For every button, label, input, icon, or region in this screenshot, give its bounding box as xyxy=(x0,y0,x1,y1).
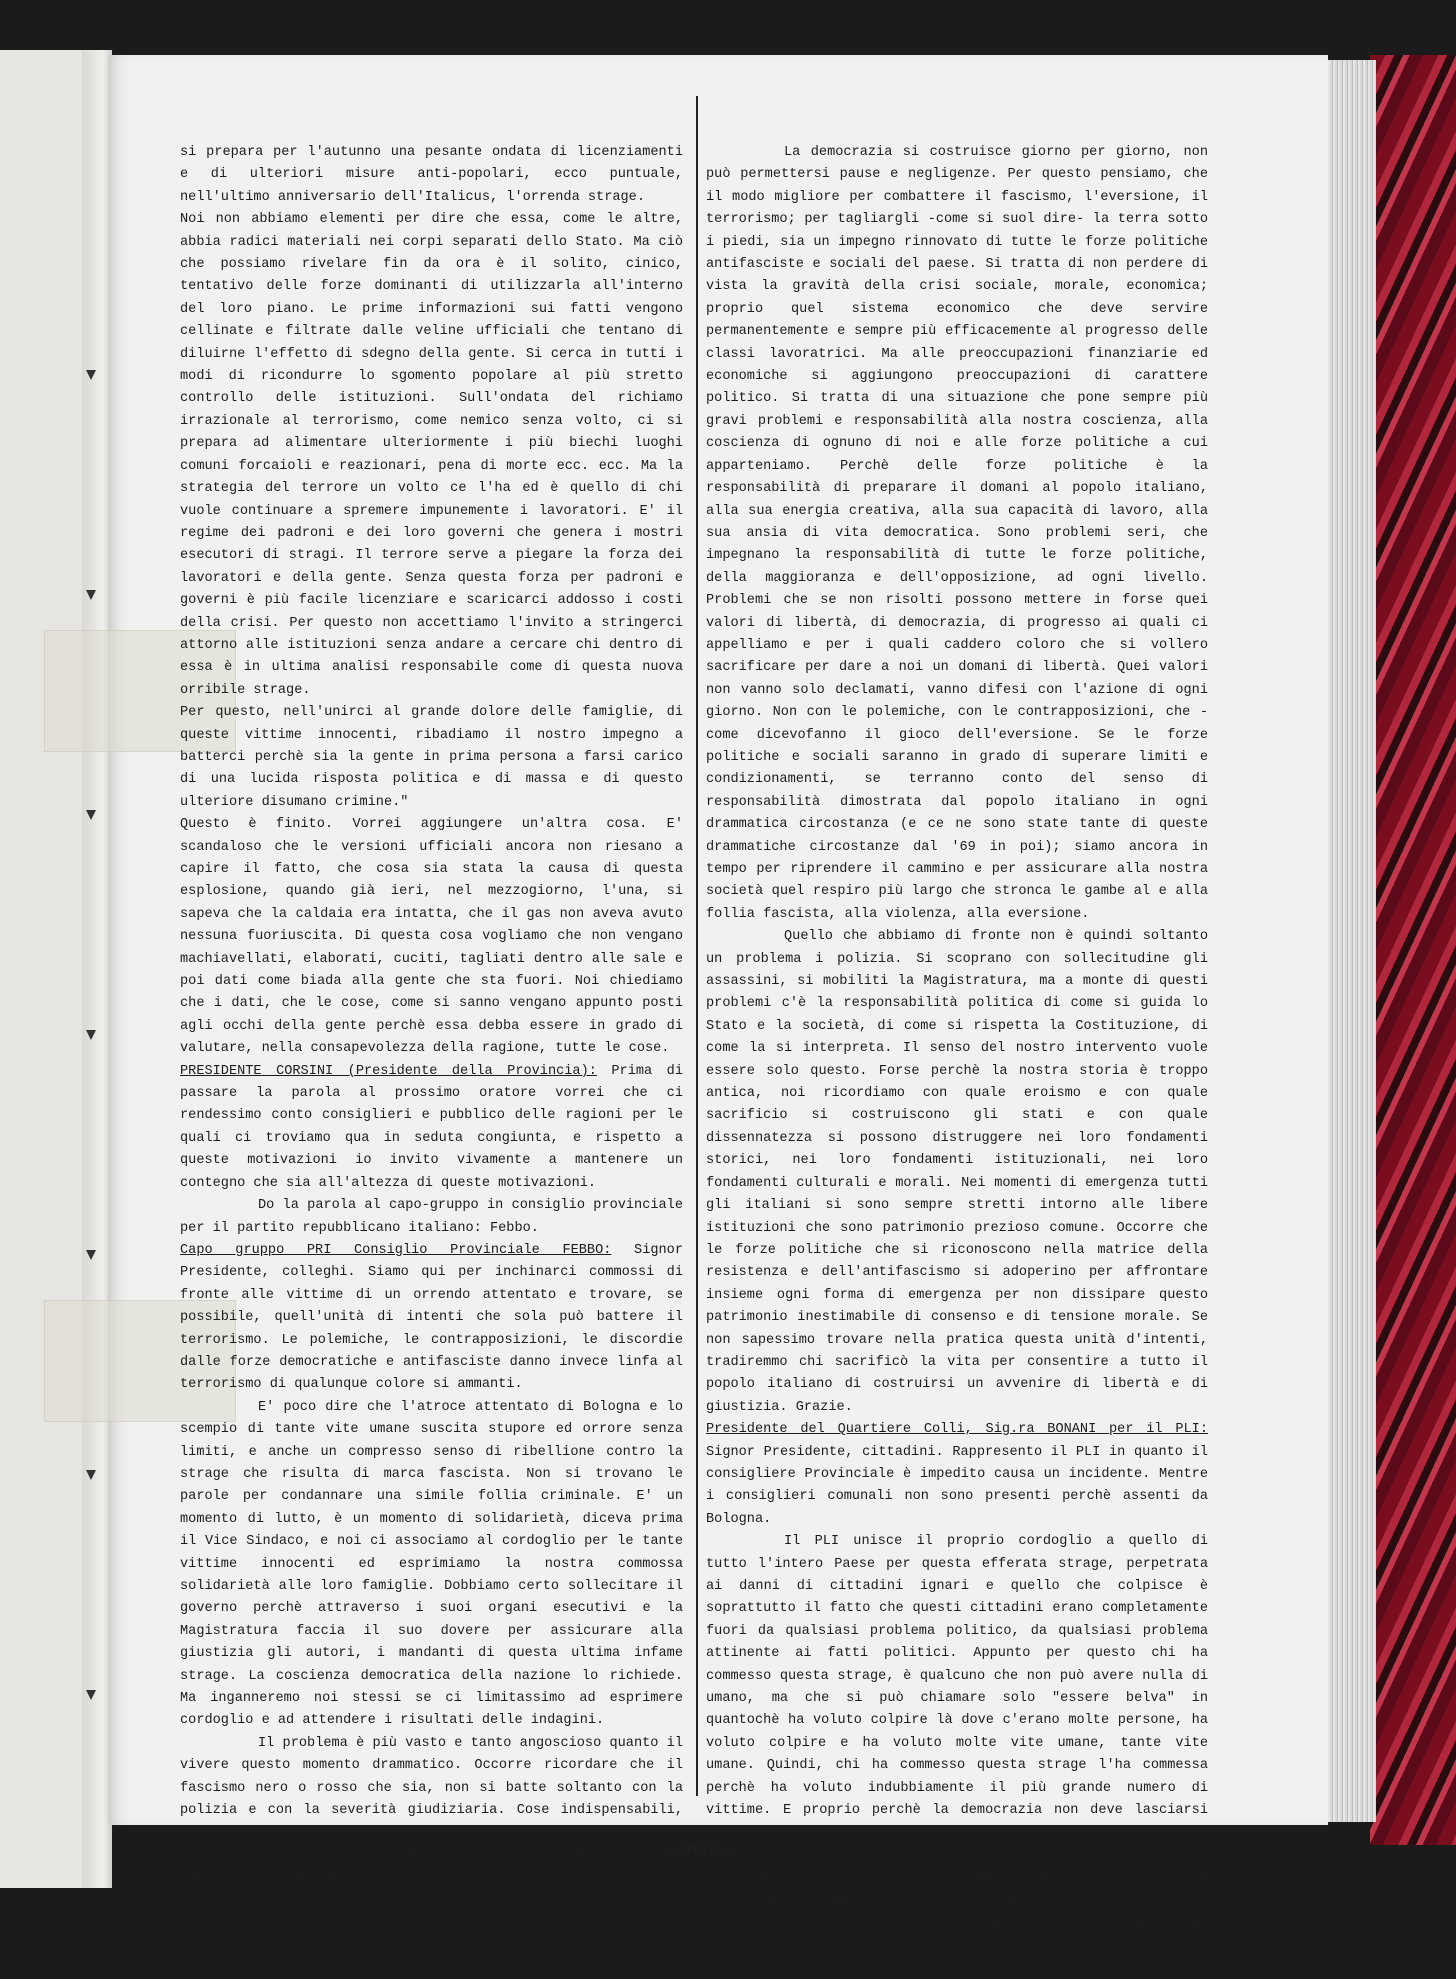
speech-text: Signor Presidente, colleghi. Siamo qui per inchinarci commossi di fronte alle vittime di un orrendo attentato e trovare, se possibile, quell'unità di intenti che sola può battere il terrorismo. Le polemiche, le contrapposizioni, le discordie dalle forze democratiche e antifasciste danno invece linfa al terrorismo di qualunque colore si ammanti. xyxy=(180,1242,684,1393)
marbled-book-edge xyxy=(1370,55,1456,1845)
paragraph: Do la parola al capo-gruppo in consiglio provinciale per il partito repubblicano italiano: Febbo. xyxy=(180,1198,683,1236)
column-divider xyxy=(696,96,698,1796)
paragraph: Questo è finito. Vorrei aggiungere un'altra cosa. E' scandaloso che le versioni ufficiali ancora non riesano a capire il fatto, che cosa sia stata la causa di questa esplosione, quando già ieri, nel mezzogiorno, l'una, si sapeva che la caldaia era intatta, che il gas non aveva avuto nessuna fuoriuscita. Di questa cosa vogliamo che non vengano machiavellati, elaborati, cuciti, tagliati dentro alle sale e poi dati come biada alla gente che sta fuori. Noi chiediamo che i dati, che le cose, come si sanno vengano appunto posti agli occhi della gente perchè essa debba essere in grado di valutare, nella consapevolezza della ragione, tutte le cose. xyxy=(180,817,683,1057)
paragraph: Per questo, nell'unirci al grande dolore delle famiglie, di queste vittime innocenti, ribadiamo il nostro impegno a batterci perchè sia la gente in prima persona a farsi carico di una lucida risposta politica e di massa e di questo ulteriore disumano crimine." xyxy=(180,705,683,810)
page-number: – 1027 – xyxy=(668,1842,732,1857)
paragraph xyxy=(180,1240,683,1397)
speech-text: Prima di passare la parola al prossimo oratore vorrei che ci rendessimo conto consiglieri e pubblico delle ragioni per le quali ci troviamo qua in seduta congiunta, e rispetto a queste motivazioni io invito vivamente a mantenere un contegno che sia all'altezza di queste motivazioni. xyxy=(180,1063,683,1191)
paragraph: Il PLI unisce il proprio cordoglio a quello di tutto l'intero Paese per questa efferata strage, perpetrata ai danni di cittadini ignari e quello che colpisce è soprattutto il fatto che questi cittadini erano completamente fuori da qualsiasi problema politico, da qualsiasi problema attinente ai fatti politici. Appunto per questo chi ha commesso questa strage, è qualcuno che non può avere nulla di umano, ma che si può chiamare solo "essere belva" in quantochè ha voluto colpire là dove c'erano molte persone, ha voluto colpire e ha voluto molte vite umane, tante vite umane. Quindi, chi ha commesso questa strage l'ha commessa perchè ha voluto indubbiamente il più grande numero di vittime. E proprio perchè la democrazia non deve lasciarsi sopraffare da questi esseri, la democrazia deve dimostrare di non volere nè vendetta, nè muoversi per collera, ma volere giustizia. Giustizia nei confronti di chi ha eseguito e nei confronti di chi ha mandato queste persone. Perchè ritengo che il massimo dell'espressione di libertà e di democrazia sia la giustizia: giustizia che venga eseguita in maniera rapida, venga eseguita e xyxy=(706,1534,1208,1975)
speaker-heading: Presidente del Quartiere Colli, Sig.ra BONANI per il PLI: xyxy=(706,1422,1208,1438)
speech-text: Signor Presidente, cittadini. Rappresento il PLI in quanto il consigliere Provinciale è impedito causa un incidente. Mentre i consiglieri comunali non sono presenti perchè assenti da Bologna. xyxy=(706,1444,1208,1527)
paragraph xyxy=(180,1061,683,1195)
speaker-heading: Capo gruppo PRI Consiglio Provinciale FEBBO: xyxy=(180,1242,612,1258)
right-column xyxy=(706,142,1208,1979)
paragraph xyxy=(706,1419,1208,1531)
previous-page-edge xyxy=(0,50,112,1888)
paragraph: La democrazia si costruisce giorno per giorno, non può permettersi pause e negligenze. Per questo pensiamo, che il modo migliore per combattere il fascismo, l'eversione, il terrorismo; per tagliargli -come si suol dire- la terra sotto i piedi, sia un impegno rinnovato di tutte le forze politiche antifasciste e sociali del paese. Si tratta di non perdere di vista la gravità della crisi sociale, morale, economica; proprio quel sistema economico che deve servire permanentemente e sempre più efficacemente al progresso delle classi lavoratrici. Ma alle preoccupazioni finanziarie ed economiche si aggiungono preoccupazioni di carattere politico. Si tratta di una situazione che pone sempre più gravi problemi e responsabilità alla nostra coscienza, alla coscienza di ognuno di noi e alle forze politiche a cui apparteniamo. Perchè delle forze politiche è la responsabilità di preparare il domani al popolo italiano, alla sua energia creativa, alla sua capacità di lavoro, alla sua ansia di vita democratica. Sono problemi seri, che impegnano la responsabilità di tutte le forze politiche, della maggioranza e dell'opposizione, ad ogni livello. Problemi che se non risolti possono mettere in forse quei valori di libertà, di democrazia, di progresso ai quali ci appelliamo e per i quali caddero coloro che si vollero sacrificare per dare a noi un domani di libertà. Quei valori non vanno solo declamati, vanno difesi con l'azione di ogni giorno. Non con le polemiche, con le contrapposizioni, che -come dicevofanno il gioco dell'eversione. Se le forze politiche e sociali saranno in grado di superare limiti e condizionamenti, se terranno conto del senso di responsabilità dimostrata dal popolo italiano in ogni drammatica circostanza (e ce ne sono state tante di queste drammatiche circostanze dal '69 in poi); siamo ancora in tempo per riprendere il cammino e per assicurare alla nostra società quel respiro più largo che stronca le gambe al e alla follia fascista, alla violenza, alla eversione. xyxy=(706,145,1208,922)
paragraph: E' poco dire che l'atroce attentato di Bologna e lo scempio di tante vite umane suscita stupore ed orrore senza limiti, e anche un compresso senso di ribellione contro la strage che risulta di marca fascista. Non si trovano le parole per condannare una simile follia criminale. E' un momento di lutto, è un momento di solidarietà, diceva prima il Vice Sindaco, e noi ci associamo al cordoglio per le tante vittime innocenti ed esprimiamo la nostra commossa solidarietà alle loro famiglie. Dobbiamo certo sollecitare il governo perchè attraverso i suoi organi esecutivi e la Magistratura faccia il suo dovere per assicurare alla giustizia gli autori, i mandanti di questa ultima infame strage. La coscienza democratica della nazione lo richiede. Ma inganneremo noi stessi se ci limitassimo ad esprimere cordoglio e ad attendere i risultati delle indagini. xyxy=(180,1399,683,1729)
paragraph: Quello che abbiamo di fronte non è quindi soltanto un problema i polizia. Si scoprano con sollecitudine gli assassini, si mobiliti la Magistratura, ma a monte di questi problemi c'è la responsabilità politica di come si guida lo Stato e la società, di come si rispetta la Costituzione, di come la si interpreta. Il senso del nostro intervento vuole essere solo questo. Forse perchè la nostra storia è troppo antica, noi ricordiamo con quale eroismo e con quale sacrificio si costruiscono gli stati e con quale dissennatezza si possono distruggere nei loro fondamenti storici, nei loro fondamenti istituzionali, nei loro fondamenti culturali e morali. Nei momenti di emergenza tutti gli italiani si sono sempre stretti intorno alle libere istituzioni che sono patrimonio prezioso comune. Occorre che le forze politiche che si riconoscono nella matrice della resistenza e dell'antifascismo si adoperino per affrontare insieme ogni forma di emergenza per non dissipare questo patrimonio inestimabile di consenso e di tensione morale. Se non sapessimo trovare nella pratica questa unità d'intenti, tradiremmo chi sacrificò la vita per consentire a tutto il popolo italiano di costruirsi un avvenire di libertà e di giustizia. Grazie. xyxy=(706,929,1208,1415)
left-column xyxy=(180,142,683,1890)
paragraph: Il problema è più vasto e tanto angoscioso quanto il vivere questo momento drammatico. Occorre ricordare che il fascismo nero o rosso che sia, non si batte soltanto con la polizia e con la severità giudiziaria. Cose indispensabili, non c'è dubbio, specie in tempi così gravi, ma ad esse va aggiunto il rigore più difficile, quello quotidiano della vita dello stato democratico. xyxy=(180,1735,683,1886)
paragraph: Noi non abbiamo elementi per dire che essa, come le altre, abbia radici materiali nei corpi separati dello Stato. Ma ciò che possiamo rivelare fin da ora è il solito, cinico, tentativo delle forze dominanti di utilizzarla all'interno del loro piano. Le prime informazioni sui fatti vengono cellinate e filtrate dalle veline ufficiali che tentano di diluirne l'effetto di sdegno della gente. Si cerca in tutti i modi di ricondurre lo sgomento popolare al più stretto controllo delle istituzioni. Sull'ondata del richiamo irrazionale al terrorismo, come nemico senza volto, ci si prepara ad alimentare ulteriormente i più biechi luoghi comuni forcaioli e reazionari, pena di morte ecc. ecc. Ma la strategia del terrore un volto ce l'ha ed è quello di chi vuole continuare a spremere impunemente i lavoratori. E' il regime dei padroni e dei loro governi che genera i mostri esecutori di stragi. Il terrore serve a piegare la forza dei lavoratori e della gente. Senza questa forza per padroni e governi è più facile licenziare e scaricarci addosso i costi della crisi. Per questo non accettiamo l'invito a stringerci attorno alle istituzioni senza andare a cercare chi dentro di essa è in ultima analisi responsabile come di questa nuova orribile strage. xyxy=(180,212,683,698)
page-stack-edge xyxy=(1320,60,1376,1822)
speaker-heading: PRESIDENTE CORSINI (Presidente della Provincia): xyxy=(180,1063,597,1079)
paragraph: si prepara per l'autunno una pesante ondata di licenziamenti e di ulteriori misure anti-popolari, ecco puntuale, nell'ultimo anniversario dell'Italicus, l'orrenda strage. xyxy=(180,145,683,205)
